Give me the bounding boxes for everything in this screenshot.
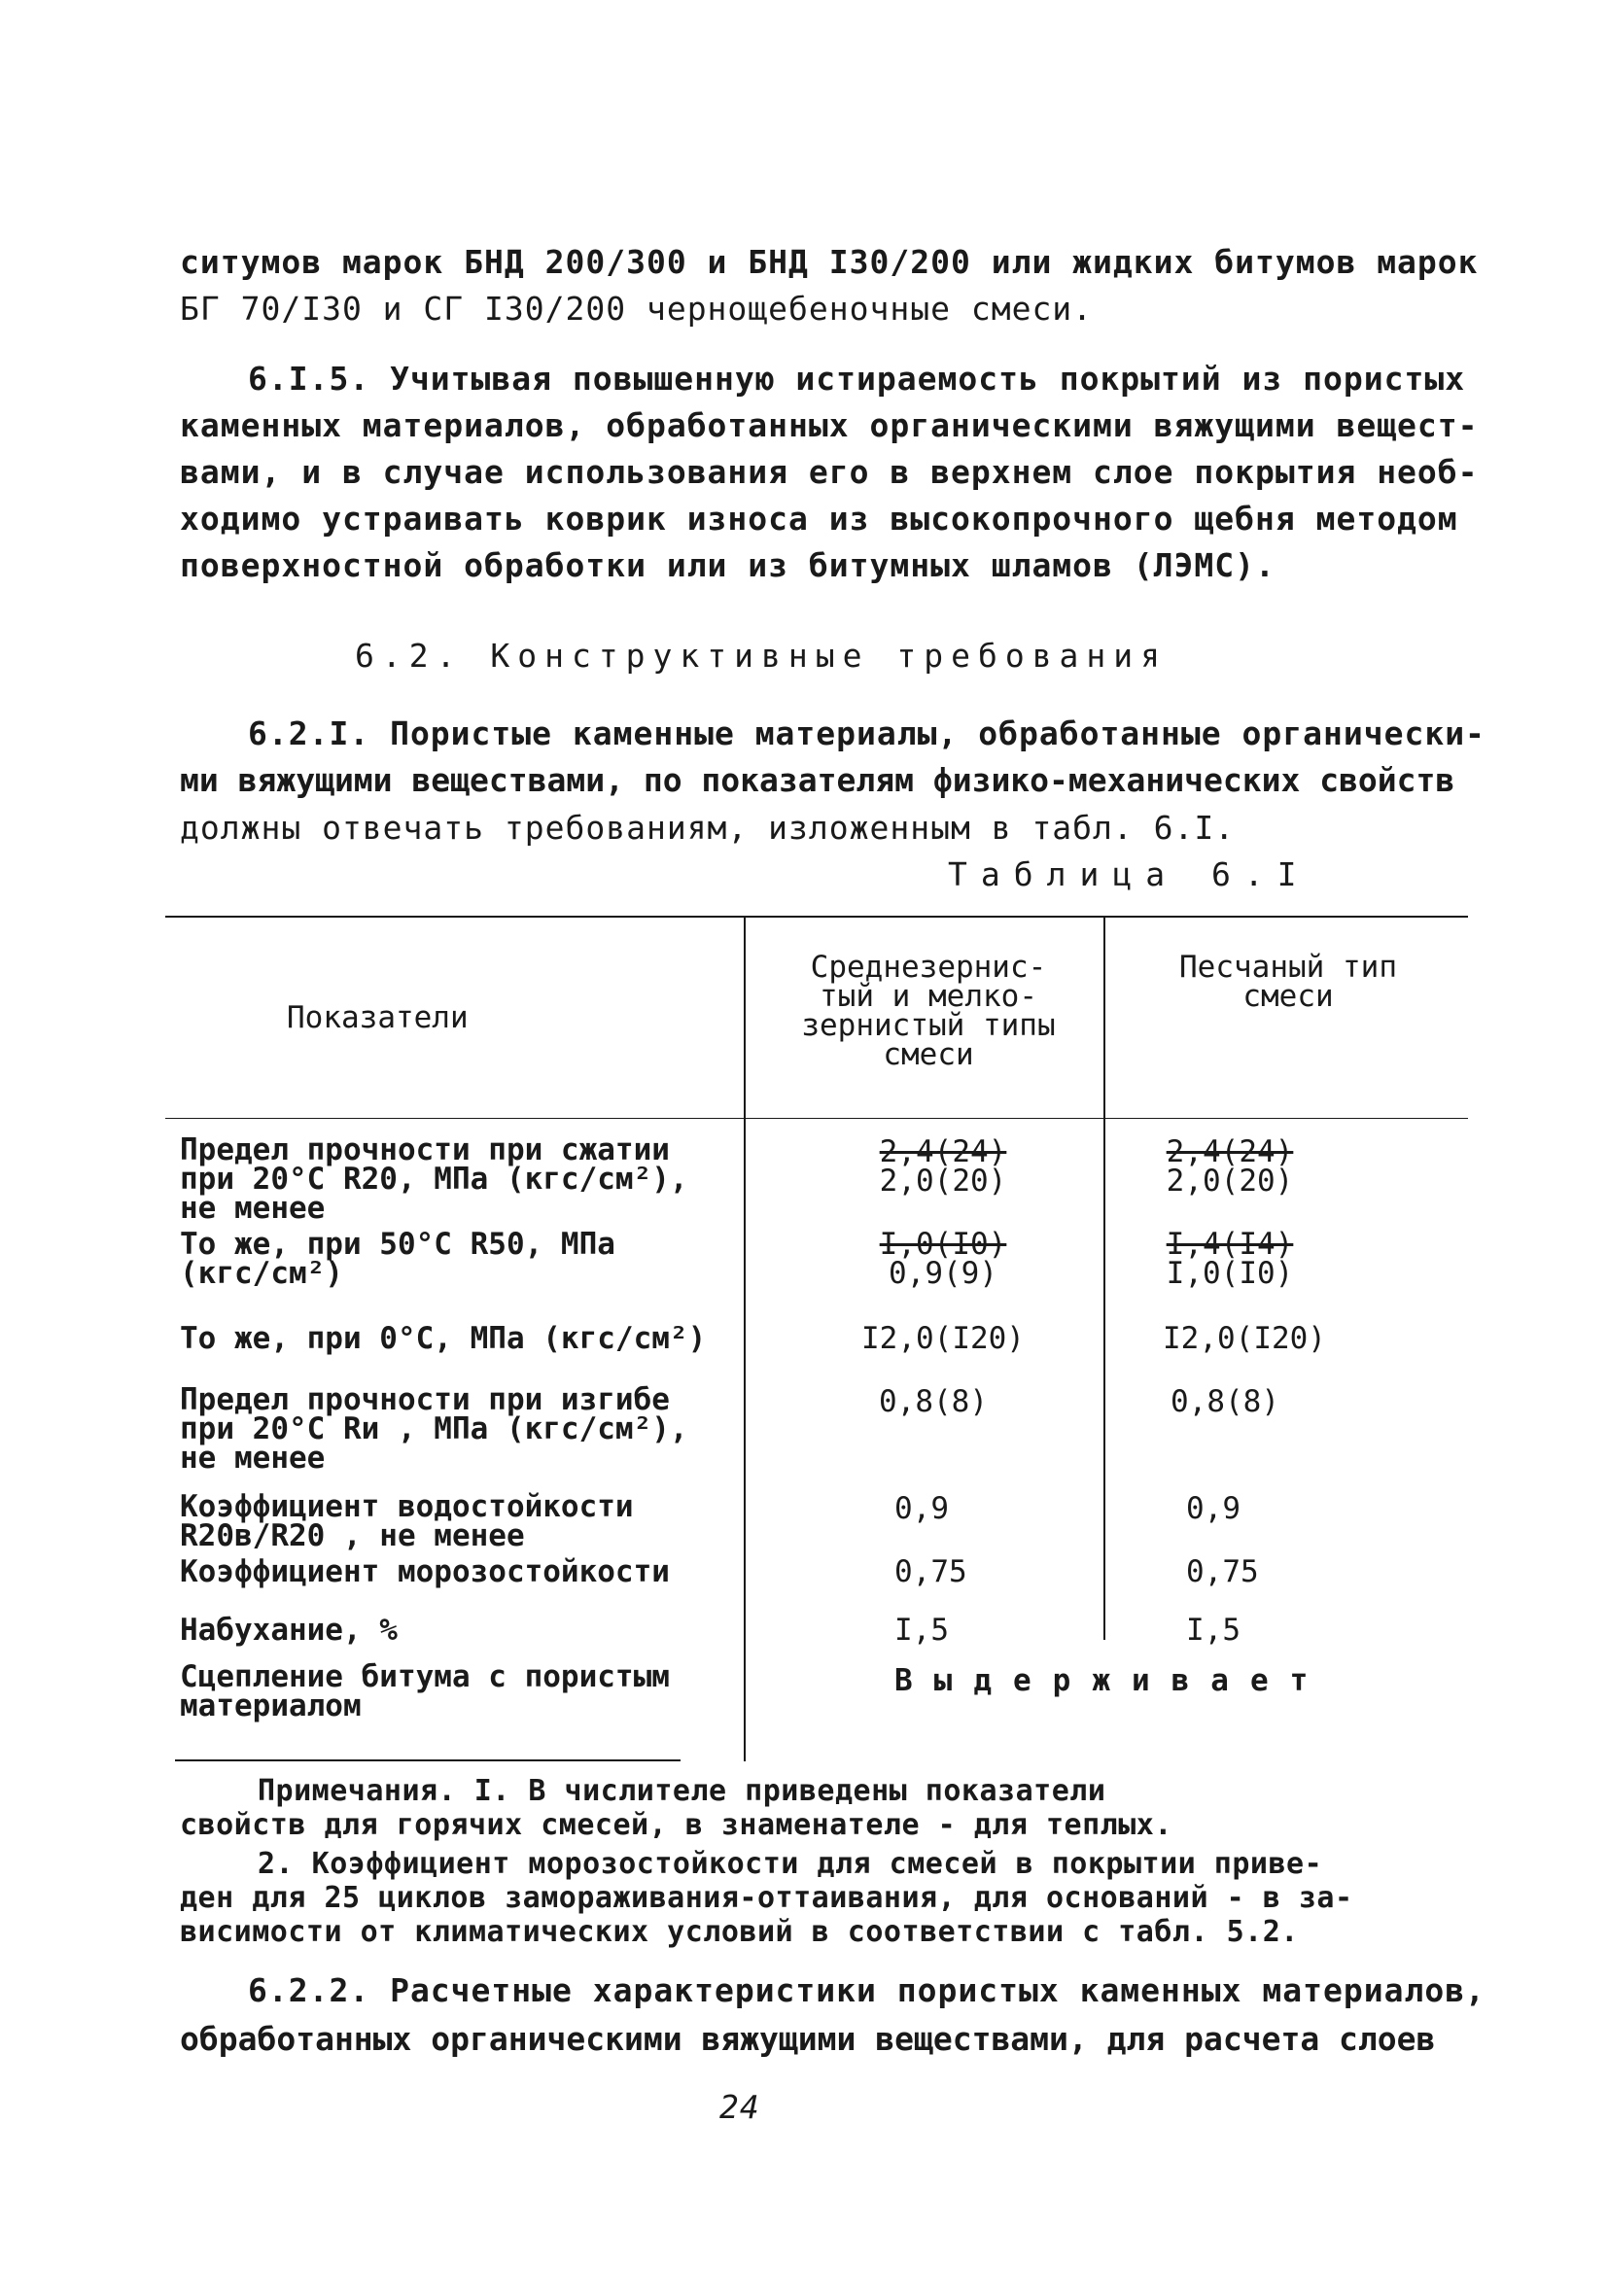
table-header-sand: Песчаный тип смеси — [1179, 950, 1397, 1014]
table-row-label: Предел прочности при изгибе при 20°С Rи , МПа (кгс/см²), не менее — [180, 1382, 688, 1476]
table-cell-value: 0,8(8) — [1171, 1384, 1279, 1419]
table-caption: Таблица 6.I — [948, 855, 1311, 893]
table-header-medium-fine: Среднезернис- тый и мелко- зернистый типы смеси — [801, 950, 1056, 1072]
table-bottom-rule — [175, 1759, 681, 1761]
table-header-rule — [165, 1118, 1468, 1119]
paragraph-line: 6.2.I. Пористые каменные материалы, обработанные органически- — [248, 714, 1486, 752]
paragraph-line: 6.I.5. Учитывая повышенную истираемость покрытий из пористых — [248, 360, 1466, 398]
table-cell-merged: Выдерживает — [894, 1663, 1330, 1698]
table-row-label: Набухание, % — [180, 1613, 398, 1648]
page-number: 24 — [719, 2088, 760, 2126]
paragraph-line: ми вяжущими веществами, по показателям физико-механических свойств — [180, 761, 1455, 799]
table-top-rule — [165, 916, 1468, 918]
table-cell-fraction — [846, 1134, 1040, 1199]
paragraph-line: ходимо устраивать коврик износа из высокопрочного щебня методом — [180, 500, 1458, 538]
note-line: свойств для горячих смесей, в знаменателе - для теплых. — [180, 1808, 1172, 1842]
table-cell-value: I,5 — [894, 1613, 949, 1648]
table-header-indicators: Показатели — [287, 1000, 469, 1035]
paragraph-line: вами, и в случае использования его в верхнем слое покрытия необ- — [180, 453, 1479, 491]
table-row-label: Предел прочности при сжатии при 20°С R20, МПа (кгс/см²), не менее — [180, 1132, 688, 1226]
table-cell-value: 0,9 — [1186, 1491, 1241, 1526]
table-cell-value: 0,9 — [894, 1491, 949, 1526]
fraction-numerator: I,0(I0) — [879, 1227, 1007, 1262]
table-cell-value: I2,0(I20) — [861, 1321, 1025, 1356]
table-cell-value: I,5 — [1186, 1613, 1241, 1648]
table-cell-fraction — [1133, 1227, 1327, 1291]
table-cell-value: 0,8(8) — [879, 1384, 988, 1419]
paragraph-line: должны отвечать требованиям, изложенным в табл. 6.I. — [180, 809, 1236, 847]
fraction-denominator: I,0(I0) — [1166, 1256, 1294, 1291]
paragraph-line: БГ 70/I30 и СГ I30/200 чернощебеночные смеси. — [180, 290, 1094, 328]
table-row-label: Коэффициент морозостойкости — [180, 1554, 670, 1589]
note-line: ден для 25 циклов замораживания-оттаивания, для оснований - в за- — [180, 1881, 1353, 1915]
paragraph-line: поверхностной обработки или из битумных шламов (ЛЭМС). — [180, 546, 1276, 584]
paragraph-line: ситумов марок БНД 200/300 и БНД I30/200 или жидких битумов марок — [180, 243, 1479, 281]
table-column-divider — [744, 916, 746, 1761]
table-column-divider — [1103, 916, 1105, 1640]
table-row-label: Сцепление битума с пористым материалом — [180, 1659, 670, 1723]
fraction-numerator: 2,4(24) — [879, 1134, 1007, 1169]
paragraph-line: каменных материалов, обработанных органическими вяжущими вещест- — [180, 406, 1479, 444]
note-line: Примечания. I. В числителе приведены показатели — [258, 1774, 1106, 1808]
section-heading: 6.2. Конструктивные требования — [355, 637, 1169, 675]
note-line: 2. Коэффициент морозостойкости для смесей в покрытии приве- — [258, 1847, 1323, 1881]
table-row-label: Коэффициент водостойкости R20в/R20 , не менее — [180, 1489, 634, 1553]
fraction-numerator: 2,4(24) — [1166, 1134, 1294, 1169]
table-cell-value: 0,75 — [1186, 1554, 1259, 1589]
fraction-denominator: 2,0(20) — [1166, 1164, 1294, 1199]
table-cell-fraction — [846, 1227, 1040, 1291]
table-row-label: То же, при 50°С R50, МПа (кгс/см²) — [180, 1227, 615, 1291]
paragraph-line: обработанных органическими вяжущими веществами, для расчета слоев — [180, 2020, 1436, 2058]
fraction-denominator: 0,9(9) — [889, 1256, 997, 1291]
fraction-denominator: 2,0(20) — [879, 1164, 1007, 1199]
note-line: висимости от климатических условий в соответствии с табл. 5.2. — [180, 1915, 1299, 1949]
paragraph-line: 6.2.2. Расчетные характеристики пористых каменных материалов, — [248, 1971, 1486, 2009]
table-row-label: То же, при 0°С, МПа (кгс/см²) — [180, 1321, 707, 1356]
table-cell-value: 0,75 — [894, 1554, 967, 1589]
table-cell-fraction — [1133, 1134, 1327, 1199]
fraction-numerator: I,4(I4) — [1166, 1227, 1294, 1262]
table-cell-value: I2,0(I20) — [1163, 1321, 1326, 1356]
